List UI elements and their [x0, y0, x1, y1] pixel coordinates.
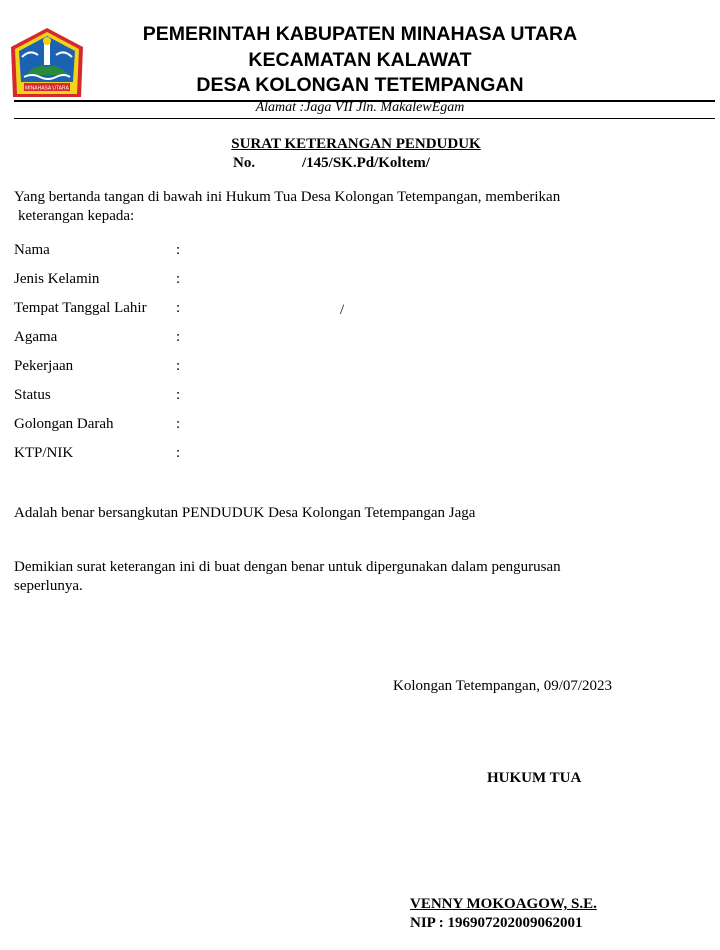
- field-colon: :: [176, 358, 181, 374]
- field-colon: :: [176, 329, 181, 345]
- resident-statement: Adalah benar bersangkutan PENDUDUK Desa Kolongan Tetempangan Jaga: [14, 505, 476, 521]
- letterhead-rule-bottom: [14, 118, 715, 119]
- field-colon: :: [176, 271, 181, 287]
- intro-text-line-1: Yang bertanda tangan di bawah ini Hukum Tua Desa Kolongan Tetempangan, memberikan: [14, 189, 561, 205]
- field-label-pekerjaan: Pekerjaan: [14, 358, 74, 374]
- field-label-jenis-kelamin: Jenis Kelamin: [14, 271, 100, 287]
- field-label-agama: Agama: [14, 329, 58, 345]
- field-label-ktp-nik: KTP/NIK: [14, 445, 74, 461]
- signatory-title: HUKUM TUA: [487, 770, 582, 786]
- intro-text-line-2: keterangan kepada:: [18, 208, 135, 224]
- document-number-value: /145/SK.Pd/Koltem/: [302, 155, 430, 171]
- regency-crest-icon: [10, 27, 84, 99]
- field-value-tempat-tanggal-lahir: /: [340, 302, 345, 318]
- logo-ribbon-text: MINAHASA UTARA: [25, 85, 69, 92]
- field-colon: :: [176, 387, 181, 403]
- letterhead-village: DESA KOLONGAN TETEMPANGAN: [196, 74, 524, 96]
- field-label-nama: Nama: [14, 242, 50, 258]
- letterhead-government: PEMERINTAH KABUPATEN MINAHASA UTARA: [142, 23, 578, 45]
- field-label-status: Status: [14, 387, 51, 403]
- document-title: SURAT KETERANGAN PENDUDUK: [231, 136, 481, 152]
- field-colon: :: [176, 445, 181, 461]
- regency-logo: [10, 27, 84, 99]
- field-colon: :: [176, 416, 181, 432]
- document-number-label: No.: [233, 155, 256, 171]
- place-and-date: Kolongan Tetempangan, 09/07/2023: [393, 678, 613, 694]
- signatory-name: VENNY MOKOAGOW, S.E.: [410, 896, 597, 912]
- village-address: Alamat :Jaga VII Jln. MakalewEgam: [255, 100, 465, 115]
- letterhead-district: KECAMATAN KALAWAT: [248, 49, 472, 71]
- closing-text-line-2: seperlunya.: [14, 578, 83, 594]
- closing-text-line-1: Demikian surat keterangan ini di buat dengan benar untuk dipergunakan dalam pengurusan: [14, 559, 561, 575]
- field-colon: :: [176, 300, 181, 316]
- field-label-tempat-tanggal-lahir: Tempat Tanggal Lahir: [14, 300, 147, 316]
- signatory-nip: NIP : 196907202009062001: [410, 915, 583, 931]
- field-label-golongan-darah: Golongan Darah: [14, 416, 114, 432]
- field-colon: :: [176, 242, 181, 258]
